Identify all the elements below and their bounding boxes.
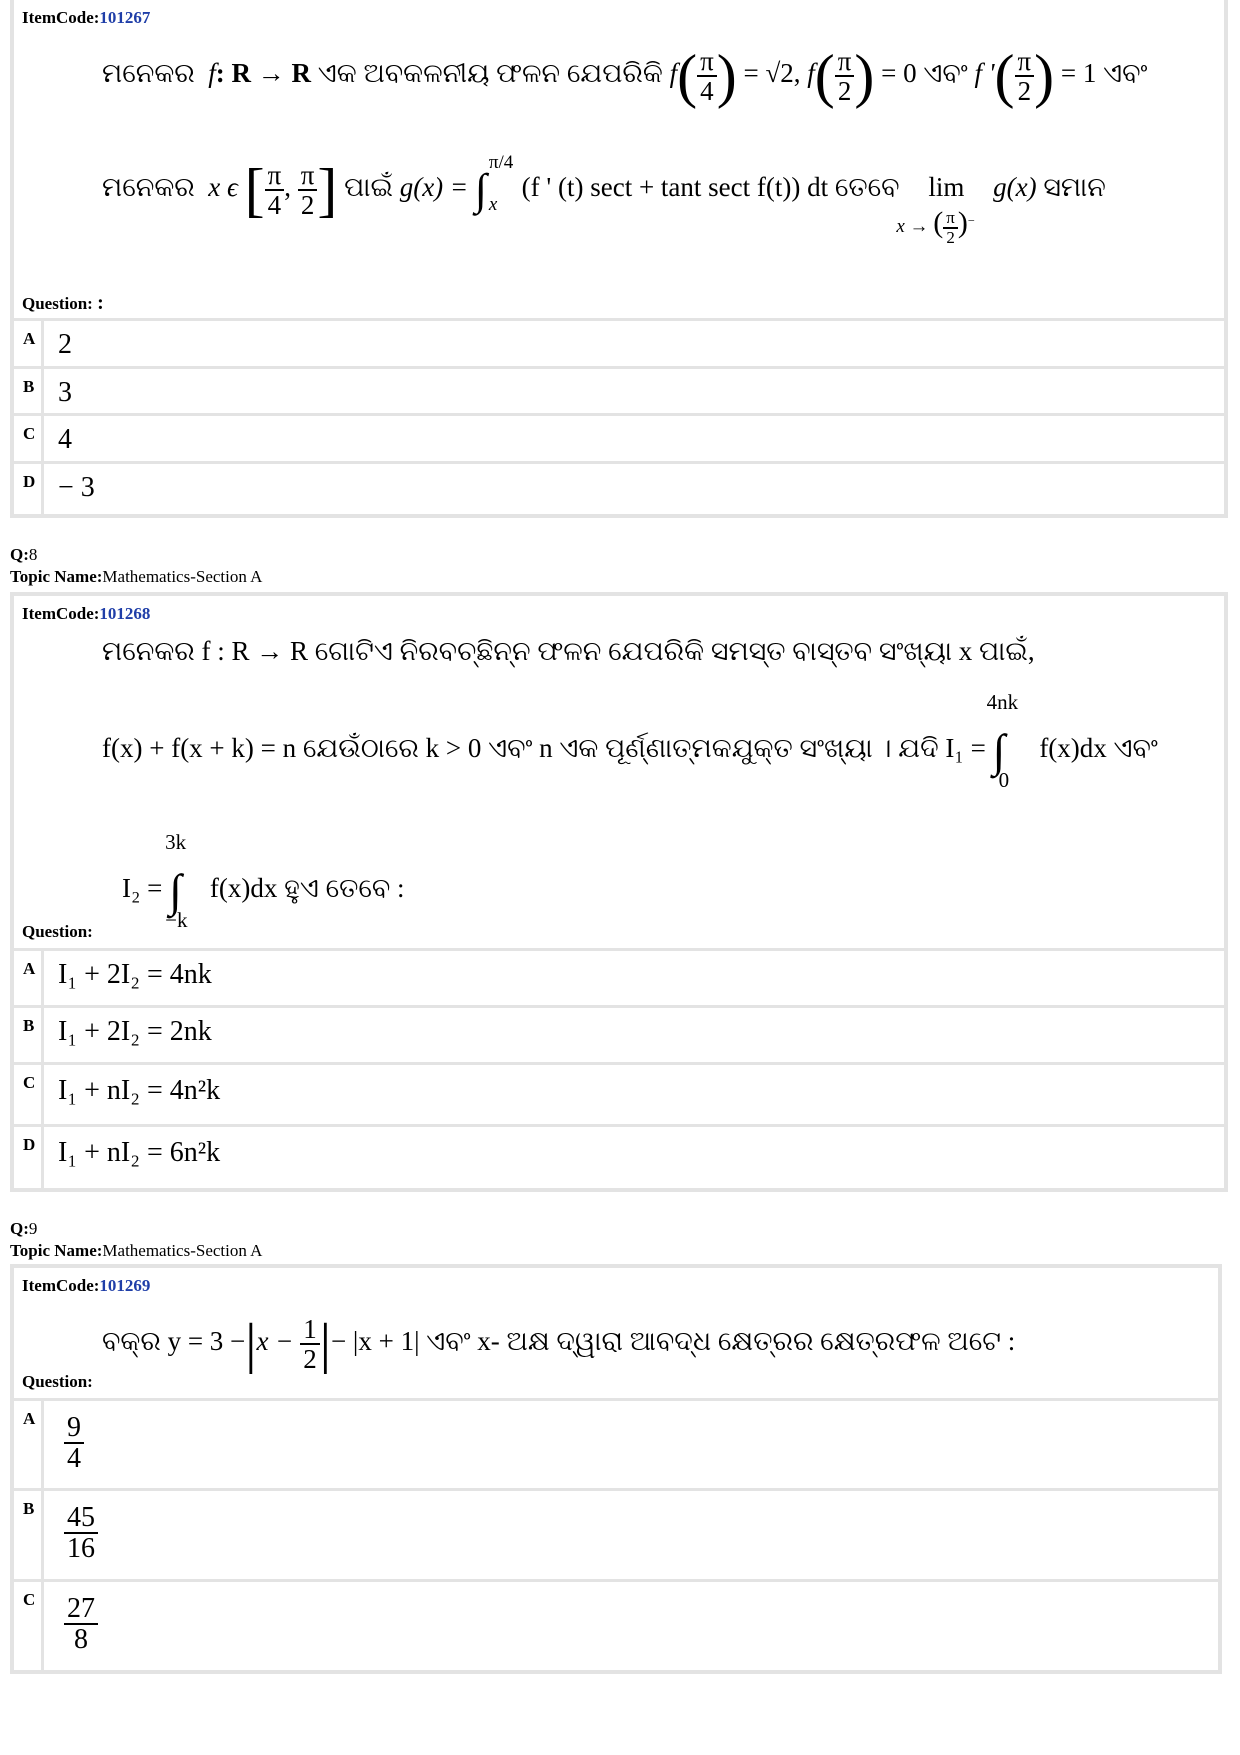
integral-upper-limit: 3k: [165, 830, 187, 854]
limit-subscript: x → ( $\frac{\pi}{2}$ )−: [896, 206, 975, 247]
integral-upper-limit: π/4: [488, 152, 514, 173]
g-of-x: g(x): [993, 172, 1037, 203]
option-c[interactable]: [14, 413, 1224, 461]
integrand: (f ' (t) sect + tant sect f(t)) dt: [521, 172, 829, 203]
fraction-pi-over-2: $\frac{\pi}{2}$: [835, 47, 855, 106]
option-letter: A: [14, 321, 44, 366]
mapping: : R → R: [215, 58, 312, 89]
question-9-panel: [10, 1264, 1222, 1674]
x-in: x ϵ: [208, 172, 238, 203]
topic-label: Topic Name:: [10, 567, 103, 586]
integral-lower-limit: x: [488, 194, 498, 215]
question-7-statement-line-2: ମନେକର x ϵ [ $\frac{\pi}{4}$ , $\frac{\pi}{2}$ ] ପାଇଁ g(x) = ∫ π/4 x (f ' (t) sect + tant sect f(t)) dt ତେବେ lim x → ( $\frac{\pi}{2}$ )− g(x) ସମାନ: [102, 152, 1106, 247]
option-b[interactable]: B $\frac{45}{16}$: [14, 1488, 1218, 1579]
integral-body: f(x)dx ହୁଏ ତେବେ :: [209, 873, 405, 904]
option-b[interactable]: B I₁ + 2I₂ = 2nk: [14, 1005, 1224, 1062]
item-code-value: 101268: [99, 604, 151, 623]
item-code: [22, 8, 150, 28]
question-number-label: Q:: [10, 545, 29, 564]
fraction-pi-over-4: $\frac{\pi}{4}$: [265, 161, 285, 220]
item-code: ItemCode:101269: [22, 1276, 151, 1295]
option-a[interactable]: A $\frac{9}{4}$: [14, 1398, 1218, 1488]
equals-zero: = 0: [881, 58, 917, 89]
option-a[interactable]: A I₁ + 2I₂ = 4nk: [14, 948, 1224, 1005]
fraction-pi-over-2: $\frac{\pi}{2}$: [298, 161, 318, 220]
integral-upper-limit: 4nk: [986, 690, 1019, 714]
question-8-statement-line-3: I₂ = ∫ 3k −k f(x)dx ହୁଏ ତେବେ :: [122, 830, 405, 932]
option-c[interactable]: C I₁ + nI₂ = 4n²k: [14, 1062, 1224, 1124]
question-label: Question:: [22, 922, 93, 941]
item-code-value: 101269: [99, 1276, 151, 1295]
odia-and: ଏବଂ: [923, 58, 968, 89]
topic-name: Mathematics-Section A: [102, 567, 263, 586]
option-value: $\frac{27}{8}$: [64, 1594, 98, 1655]
integral-sign: ∫: [474, 165, 487, 214]
option-c[interactable]: C $\frac{27}{8}$: [14, 1579, 1218, 1670]
integral-sign: ∫: [169, 865, 182, 916]
fraction-pi-over-4: $\frac{\pi}{4}$: [697, 47, 717, 106]
question-number: 9: [28, 1219, 38, 1238]
odia-then: ତେବେ: [834, 172, 900, 203]
option-value: I₁ + 2I₂ = 4nk: [58, 959, 212, 990]
option-value: I₁ + nI₂ = 4n²k: [58, 1075, 221, 1106]
g-of-x: g(x) =: [399, 172, 469, 203]
option-letter: D: [14, 464, 44, 514]
question-9-statement: ବକ୍ର y = 3 −|x − $\frac{1}{2}$ |− |x + 1| ଏବଂ x- ଅକ୍ଷ ଦ୍ୱାରା ଆବଦ୍ଧ କ୍ଷେତ୍ରର କ୍ଷେତ୍ରଫଳ ଅଟେ :: [102, 1313, 1016, 1375]
question-8-statement-line-1: ମନେକର f : R → R ଗୋଟିଏ ନିରବଚ୍ଛିନ୍ନ ଫଳନ ଯେପରିକି ସମସ୍ତ ବାସ୍ତବ ସଂଖ୍ୟା x ପାଇଁ,: [102, 636, 1035, 666]
f-prime: f ': [974, 58, 995, 89]
option-a[interactable]: [14, 318, 1224, 366]
equals-one: = 1: [1060, 58, 1097, 89]
option-value: $\frac{9}{4}$: [64, 1413, 84, 1474]
option-value: $\frac{45}{16}$: [64, 1503, 98, 1564]
question-8-statement-line-2: f(x) + f(x + k) = n ଯେଉଁଠାରେ k > 0 ଏବଂ n ଏକ ପୂର୍ଣ୍ଣାତ୍ମକଯୁକ୍ତ ସଂଖ୍ୟା । ଯଦି I₁ = ∫ 4nk 0 f(x)dx ଏବଂ: [102, 690, 1158, 792]
odia-equals: ସମାନ: [1043, 172, 1106, 203]
topic-name: Mathematics-Section A: [102, 1241, 263, 1260]
question-8-panel: [10, 592, 1228, 1192]
option-value: 3: [58, 377, 72, 408]
odia-text: ମନେକର: [102, 172, 195, 203]
question-label: Question: :: [22, 292, 104, 314]
question-7-statement-line-1: ମନେକର f: R → R ଏକ ଅବକଳନୀୟ ଫଳନ ଯେପରିକି f( $\frac{\pi}{4}$ ) = √2, f( $\frac{\pi}{2}$ ) = 0 ଏବଂ f '( $\frac{\pi}{2}$ ) = 1 ଏବଂ: [102, 43, 1148, 109]
question-number: 8: [28, 545, 38, 564]
odia-text: ମନେକର: [102, 58, 195, 89]
function-symbol: f: [208, 58, 216, 89]
odia-and: ଏବଂ: [1103, 58, 1148, 89]
fraction-pi-over-2: $\frac{\pi}{2}$: [1015, 47, 1035, 106]
odia-text: ଏକ ଅବକଳନୀୟ ଫଳନ ଯେପରିକି: [317, 58, 663, 89]
question-7-panel: [10, 0, 1228, 518]
integral-lower-limit: 0: [998, 768, 1010, 792]
odia-for: ପାଇଁ: [344, 172, 393, 203]
option-value: 2: [58, 329, 72, 360]
option-letter: C: [14, 416, 44, 461]
option-d[interactable]: D I₁ + nI₂ = 6n²k: [14, 1124, 1224, 1188]
option-letter: B: [14, 369, 44, 413]
option-b[interactable]: [14, 366, 1224, 413]
option-value: I₁ + 2I₂ = 2nk: [58, 1016, 212, 1047]
integral-sign: ∫: [992, 725, 1006, 776]
limit-text: lim: [928, 172, 965, 203]
equals-root-2: = √2,: [743, 58, 801, 89]
item-code: ItemCode:101268: [22, 604, 151, 623]
integral-lower-limit: −k: [165, 908, 188, 932]
question-label: Question:: [22, 1372, 93, 1391]
question-9-header: Q:9 Topic Name:Mathematics-Section A: [10, 1219, 263, 1260]
item-code-value: 101267: [99, 8, 151, 27]
question-8-header: [10, 544, 262, 588]
option-d[interactable]: [14, 461, 1224, 514]
option-value: − 3: [58, 472, 95, 503]
option-value: I₁ + nI₂ = 6n²k: [58, 1137, 221, 1168]
item-code-label: ItemCode:: [22, 8, 100, 27]
option-value: 4: [58, 424, 72, 455]
integral-body: f(x)dx ଏବଂ: [1039, 733, 1158, 764]
